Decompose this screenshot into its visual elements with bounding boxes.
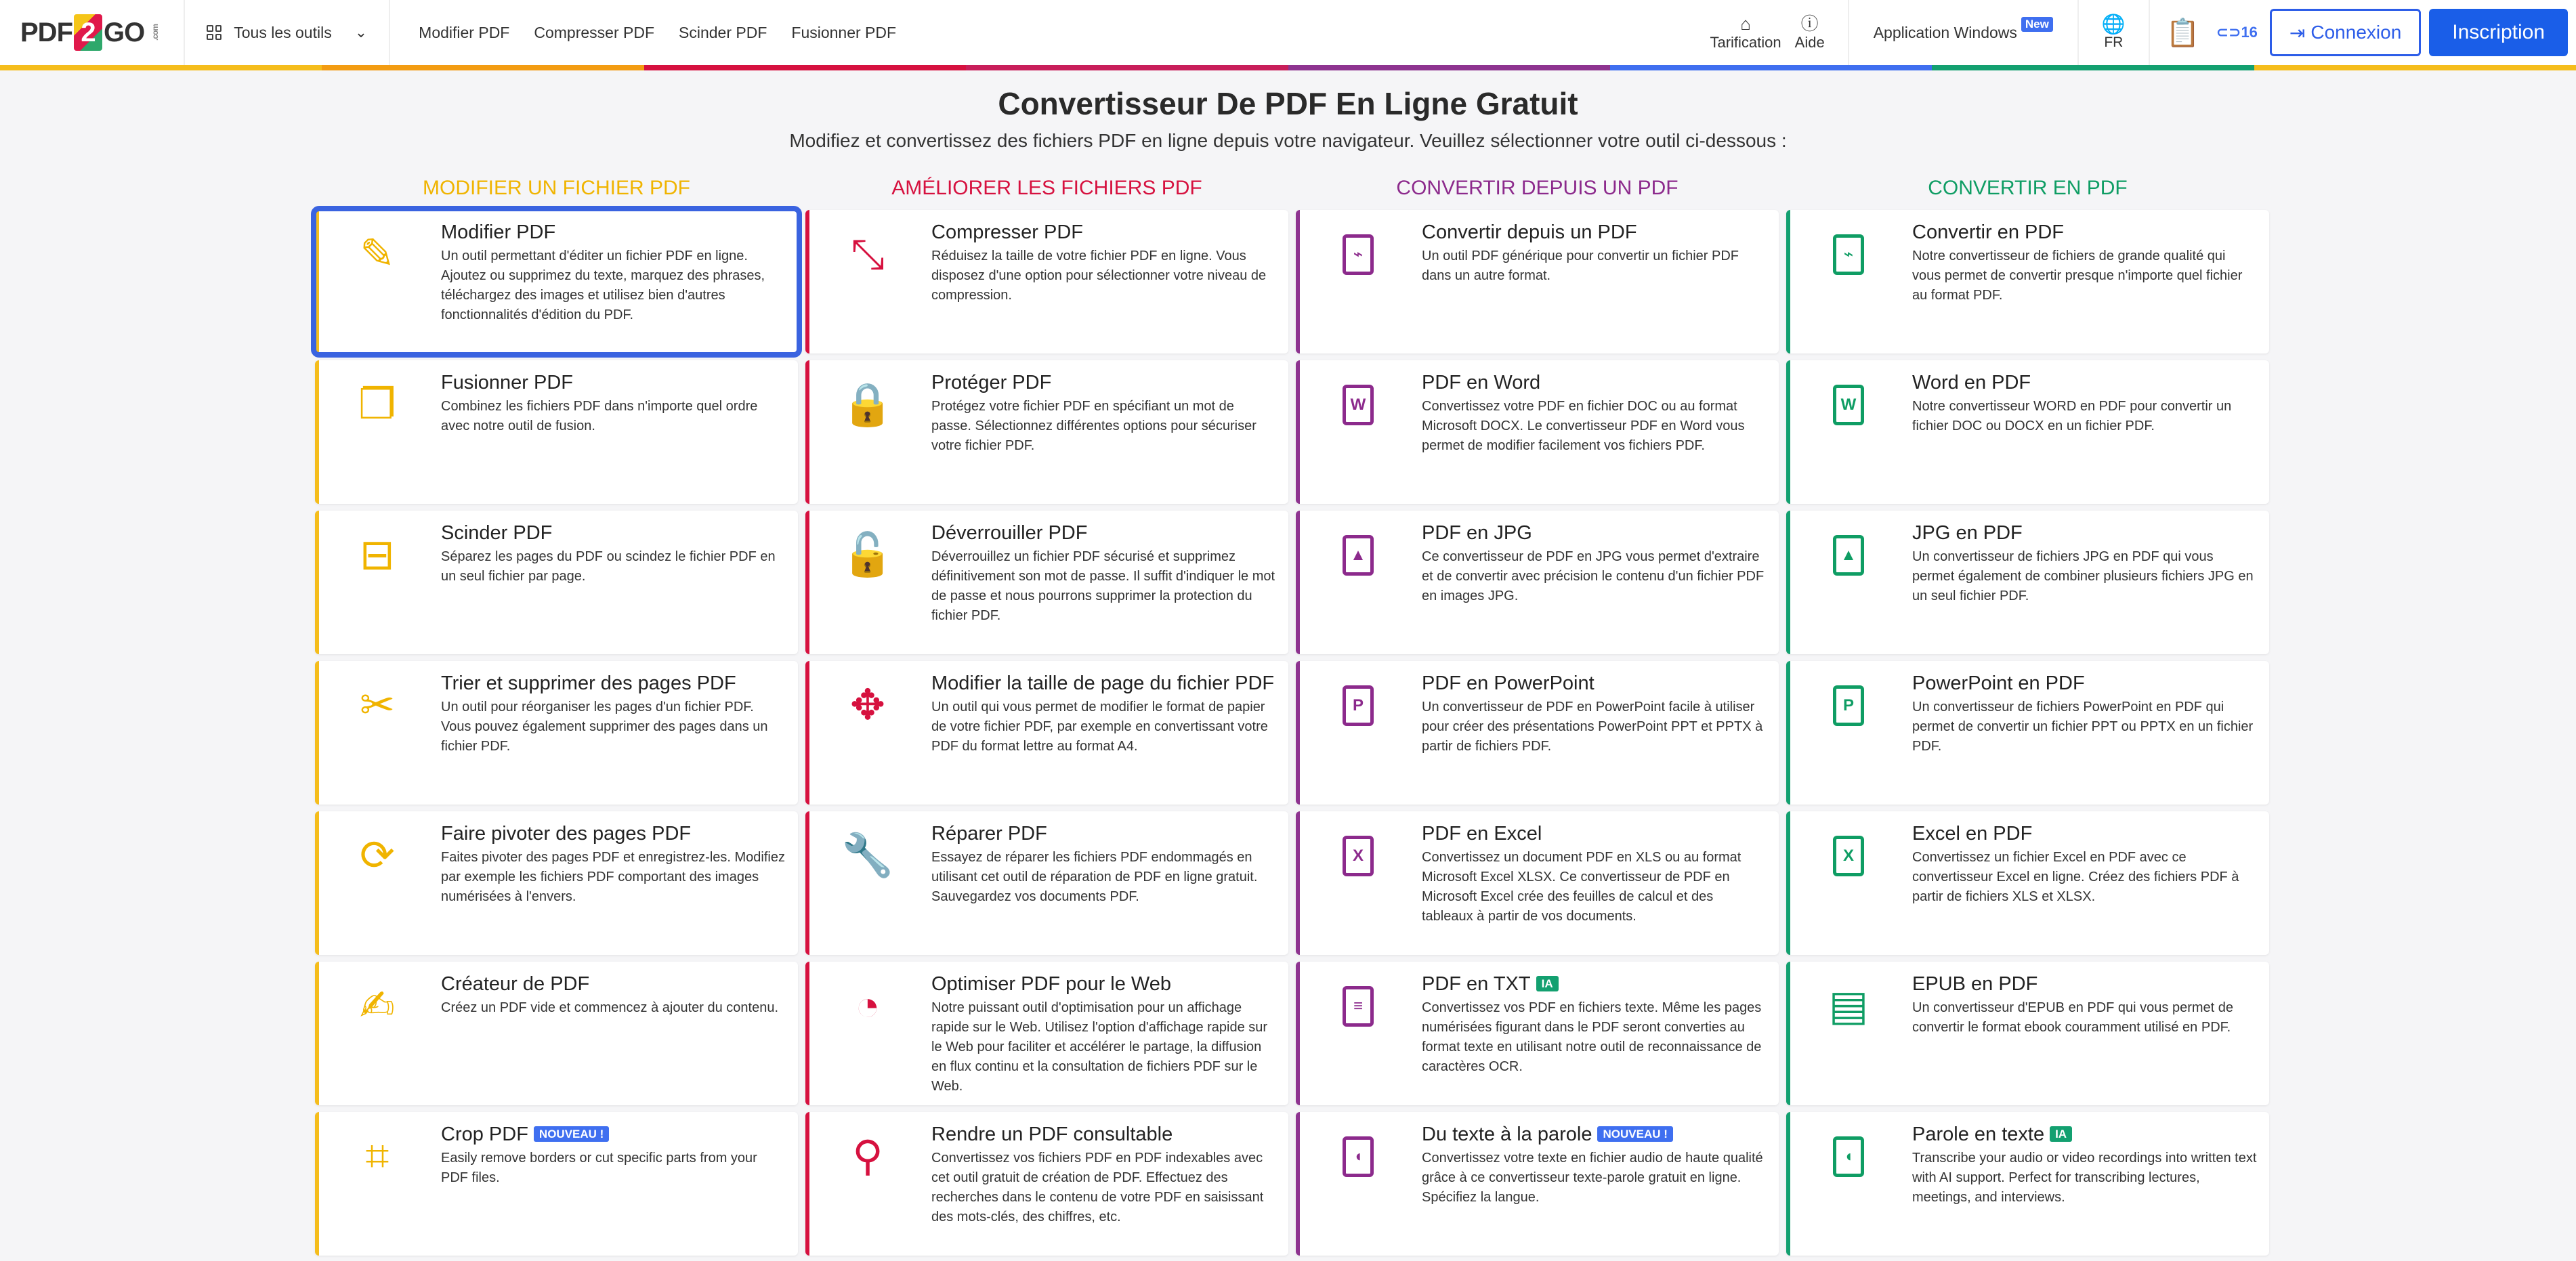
tool-description: Convertissez vos PDF en fichiers texte. Même les pages numérisées figurant dans le PDF seront converties au format texte en utilisant notre outil de reconnaissance de caractères OCR. xyxy=(1422,1000,1762,1074)
nav-link-scinder-pdf[interactable]: Scinder PDF xyxy=(679,23,767,41)
unlock-icon: 🔓 xyxy=(841,532,894,578)
tool-name xyxy=(441,822,786,845)
chevron-down-icon: ⌄ xyxy=(354,24,368,41)
image-file-icon xyxy=(1332,530,1384,581)
tool-name xyxy=(1912,822,2257,845)
tool-description: Convertissez votre texte en fichier audio de haute qualité grâce à ce convertisseur texte-parole gratuit en ligne. Spécifiez la langue. xyxy=(1422,1151,1763,1205)
help-link[interactable] xyxy=(1788,0,1848,65)
page-subtitle: Modifiez et convertissez des fichiers PDF en ligne depuis votre navigateur. Veuillez sélectionner votre outil ci-dessous : xyxy=(789,130,1787,151)
tool-card[interactable] xyxy=(315,1112,798,1256)
tool-card[interactable] xyxy=(805,962,1288,1105)
tool-name xyxy=(931,822,1276,845)
powerpoint-file-icon xyxy=(1332,680,1384,731)
split-icon: ⊟ xyxy=(360,532,395,578)
tool-card[interactable] xyxy=(1786,360,2269,504)
clipboard-history-icon[interactable]: 📋 xyxy=(2166,18,2200,48)
tool-card[interactable] xyxy=(805,360,1288,504)
top-navigation-bar xyxy=(0,0,2576,65)
audio-file-icon xyxy=(1332,1131,1384,1182)
tool-name xyxy=(931,371,1276,394)
tool-name xyxy=(1912,1123,2257,1146)
login-button[interactable] xyxy=(2270,9,2421,56)
tool-description: Protégez votre fichier PDF en spécifiant un mot de passe. Sélectionnez différentes options pour sécuriser votre fichier PDF. xyxy=(931,399,1257,453)
tool-name-text: Modifier PDF xyxy=(441,221,556,243)
tool-name-text: Scinder PDF xyxy=(441,522,553,544)
tool-name-text: Réparer PDF xyxy=(931,823,1047,845)
file-shape: ◖ xyxy=(1833,1136,1864,1177)
tool-card[interactable] xyxy=(1296,360,1779,504)
tool-card[interactable] xyxy=(805,210,1288,354)
tool-description: Faites pivoter des pages PDF et enregistrez-les. Modifiez par exemple les fichiers PDF comportant des images numérisées à l'envers. xyxy=(441,850,785,904)
file-shape: ◖ xyxy=(1343,1136,1374,1177)
tool-description: Réduisez la taille de votre fichier PDF en ligne. Vous disposez d'une option pour sélectionner votre niveau de compression. xyxy=(931,249,1267,303)
tool-name-text: EPUB en PDF xyxy=(1912,973,2038,995)
tool-description: Notre puissant outil d'optimisation pour un affichage rapide sur le Web. Utilisez l'option d'affichage rapide sur le Web pour faciliter et accélérer le partage, la diffusion en flux continu et la consultation de fichiers PDF sur le Web. xyxy=(931,1000,1268,1094)
tool-name-text: Faire pivoter des pages PDF xyxy=(441,823,692,845)
tool-name-text: PDF en TXT xyxy=(1422,973,1531,995)
all-tools-label: Tous les outils xyxy=(234,23,332,41)
column-title: AMÉLIORER LES FICHIERS PDF xyxy=(891,177,1202,199)
excel-file-icon xyxy=(1332,830,1384,882)
column-title: CONVERTIR EN PDF xyxy=(1928,177,2128,199)
tool-card[interactable] xyxy=(805,661,1288,805)
tool-name xyxy=(1912,221,2257,244)
tool-name-text: Parole en texte xyxy=(1912,1124,2045,1145)
tool-name-text: Word en PDF xyxy=(1912,372,2031,393)
tool-name xyxy=(931,521,1276,544)
tool-name xyxy=(1422,672,1767,695)
search-icon: ⚲ xyxy=(852,1133,883,1180)
tool-description: Un convertisseur de fichiers PowerPoint en PDF qui permet de convertir un fichier PPT ou PPTX en un fichier PDF. xyxy=(1912,700,2254,754)
tool-name xyxy=(441,1123,786,1146)
tool-name-text: JPG en PDF xyxy=(1912,522,2023,544)
book-icon: ▤ xyxy=(1828,983,1869,1029)
tool-description: Un outil qui vous permet de modifier le format de papier de votre fichier PDF, par exemple en convertissant votre PDF du format lettre au format A4. xyxy=(931,700,1268,754)
tool-description: Essayez de réparer les fichiers PDF endommagés en utilisant cet outil de réparation de PDF en ligne gratuit. Sauvegardez vos documents PDF. xyxy=(931,850,1258,904)
merge-icon: ❐ xyxy=(358,381,396,428)
tag-icon: ⌂ xyxy=(1740,14,1751,34)
tool-card[interactable] xyxy=(1296,811,1779,955)
pdf2go-logo[interactable] xyxy=(0,0,185,65)
tool-card[interactable] xyxy=(805,1112,1288,1256)
audio-file-icon xyxy=(1823,1131,1874,1182)
tool-name xyxy=(931,672,1276,695)
tool-name xyxy=(1422,371,1767,394)
signup-button[interactable]: Inscription xyxy=(2429,9,2568,56)
tool-description: Ce convertisseur de PDF en JPG vous permet d'extraire et de convertir avec précision le contenu d'un fichier PDF en images JPG. xyxy=(1422,549,1765,603)
login-label: Connexion xyxy=(2310,22,2402,43)
windows-app-link[interactable] xyxy=(1849,17,2077,42)
file-shape: ▲ xyxy=(1343,535,1374,576)
tool-name-text: Fusionner PDF xyxy=(441,372,574,393)
header-right xyxy=(1703,0,2576,65)
tool-name xyxy=(1912,521,2257,544)
tool-card[interactable] xyxy=(1786,962,2269,1105)
nav-link-modifier-pdf[interactable]: Modifier PDF xyxy=(419,23,510,41)
tool-card[interactable] xyxy=(1296,1112,1779,1256)
tool-name xyxy=(1912,371,2257,394)
tool-card[interactable] xyxy=(315,962,798,1105)
pricing-link[interactable] xyxy=(1703,0,1788,65)
tool-card[interactable] xyxy=(1296,511,1779,654)
tool-card[interactable] xyxy=(1296,210,1779,354)
tool-name-text: Convertir en PDF xyxy=(1912,221,2065,243)
tool-description: Déverrouillez un fichier PDF sécurisé et supprimez définitivement son mot de passe. Il suffit d'indiquer le mot de passe et nous pourrons supprimer la protection du fichier PDF. xyxy=(931,549,1275,623)
file-shape: ⌁ xyxy=(1343,234,1374,275)
credits-counter[interactable]: ⊂⊃16 xyxy=(2216,24,2258,41)
compress-icon: ⤡ xyxy=(851,231,885,278)
wrench-icon: 🔧 xyxy=(841,832,894,879)
pdf-file-icon xyxy=(1332,229,1384,280)
tool-card[interactable] xyxy=(1786,511,2269,654)
tool-description: Easily remove borders or cut specific parts from your PDF files. xyxy=(441,1151,757,1185)
tool-name xyxy=(441,672,786,695)
tool-description: Notre convertisseur de fichiers de grande qualité qui vous permet de convertir presque n'importe quel fichier au format PDF. xyxy=(1912,249,2243,303)
tool-description: Séparez les pages du PDF ou scindez le fichier PDF en un seul fichier par page. xyxy=(441,549,776,584)
word-file-icon xyxy=(1332,379,1384,431)
tool-column-yellow xyxy=(315,175,798,1261)
file-shape: W xyxy=(1833,385,1864,425)
tool-card[interactable] xyxy=(315,360,798,504)
grid-icon xyxy=(207,25,221,40)
tool-description: Convertissez un document PDF en XLS ou au format Microsoft Excel XLSX. Ce convertisseur de PDF en Microsoft Excel crée des feuilles de calcul et des tableaux à partir de vos documents. xyxy=(1422,850,1741,924)
tool-name-text: Optimiser PDF pour le Web xyxy=(931,973,1172,995)
pricing-label: Tarification xyxy=(1710,34,1781,51)
tool-description: Transcribe your audio or video recordings into written text with AI support. Perfect for transcribing lectures, meetings, and interviews. xyxy=(1912,1151,2257,1205)
rainbow-divider xyxy=(0,65,2576,70)
tool-name xyxy=(441,973,786,996)
tool-name-text: PDF en Word xyxy=(1422,372,1541,393)
globe-icon: 🌐 xyxy=(2101,14,2126,35)
tool-column-purple xyxy=(1296,175,1779,1261)
tool-description: Un convertisseur d'EPUB en PDF qui vous permet de convertir le format ebook couramment utilisé en PDF. xyxy=(1912,1000,2234,1035)
tool-column-green xyxy=(1786,175,2269,1261)
file-shape: X xyxy=(1343,836,1374,876)
file-shape: P xyxy=(1833,685,1864,726)
tool-description: Un convertisseur de PDF en PowerPoint facile à utiliser pour créer des présentations PowerPoint PPT et PPTX à partir de fichiers PDF. xyxy=(1422,700,1763,754)
tool-card[interactable] xyxy=(1786,210,2269,354)
tool-column-red xyxy=(805,175,1288,1261)
tool-name xyxy=(931,1123,1276,1146)
tool-name-text: PDF en Excel xyxy=(1422,823,1542,845)
tool-name xyxy=(441,521,786,544)
tool-card[interactable] xyxy=(315,210,798,354)
file-shape: P xyxy=(1343,685,1374,726)
tool-name-text: Modifier la taille de page du fichier PDF xyxy=(931,672,1275,694)
tool-name xyxy=(931,221,1276,244)
tool-description: Un outil PDF générique pour convertir un fichier PDF dans un autre format. xyxy=(1422,249,1739,283)
tool-name-text: Protéger PDF xyxy=(931,372,1052,393)
tool-name-text: Créateur de PDF xyxy=(441,973,590,995)
file-shape: ⌁ xyxy=(1833,234,1864,275)
tool-name xyxy=(1422,973,1767,996)
new-badge: New xyxy=(2021,17,2053,32)
tool-name-text: Crop PDF xyxy=(441,1124,528,1145)
create-icon: ✍ xyxy=(360,983,395,1029)
language-label: FR xyxy=(2104,35,2124,50)
tool-name-text: Convertir depuis un PDF xyxy=(1422,221,1637,243)
tool-card[interactable] xyxy=(1786,1112,2269,1256)
pdf-file-icon xyxy=(1823,229,1874,280)
all-tools-menu[interactable] xyxy=(185,0,390,65)
tool-description: Convertissez votre PDF en fichier DOC ou au format Microsoft DOCX. Le convertisseur PDF en Word vous permet de modifier facilement vos fichiers PDF. xyxy=(1422,399,1745,453)
excel-file-icon xyxy=(1823,830,1874,882)
tool-name xyxy=(1422,521,1767,544)
tool-description: Un outil pour réorganiser les pages d'un fichier PDF. Vous pouvez également supprimer des pages dans un fichier PDF. xyxy=(441,700,768,754)
nav-link-compresser-pdf[interactable]: Compresser PDF xyxy=(534,23,655,41)
tool-name-text: Compresser PDF xyxy=(931,221,1083,243)
crop-icon: ⌗ xyxy=(365,1133,389,1180)
tool-name-text: PowerPoint en PDF xyxy=(1912,672,2085,694)
word-file-icon xyxy=(1823,379,1874,431)
logo-text-suffix: .com xyxy=(150,24,161,41)
tool-card[interactable] xyxy=(315,811,798,955)
tool-name-text: PDF en PowerPoint xyxy=(1422,672,1595,694)
login-icon: ⇥ xyxy=(2289,22,2306,43)
rotate-icon: ⟳ xyxy=(360,832,395,879)
column-title: MODIFIER UN FICHIER PDF xyxy=(423,177,690,199)
powerpoint-file-icon xyxy=(1823,680,1874,731)
tool-card[interactable] xyxy=(315,511,798,654)
file-shape: W xyxy=(1343,385,1374,425)
tool-card[interactable] xyxy=(315,661,798,805)
file-shape: X xyxy=(1833,836,1864,876)
tool-card[interactable] xyxy=(805,511,1288,654)
tool-name xyxy=(1912,973,2257,996)
logo-text-mid: 2 xyxy=(74,14,102,51)
file-shape: ≡ xyxy=(1343,986,1374,1027)
resize-icon: ✥ xyxy=(850,682,885,729)
ai-badge: IA xyxy=(2050,1126,2072,1142)
tool-card[interactable] xyxy=(1786,811,2269,955)
credits-value: 16 xyxy=(2241,24,2258,41)
tool-name xyxy=(1422,1123,1767,1146)
tool-description: Un outil permettant d'éditer un fichier PDF en ligne. Ajoutez ou supprimez du texte, marquez des phrases, téléchargez des images et utilisez bien d'autres fonctionnalités d'édition du PDF. xyxy=(441,249,765,322)
windows-app-label: Application Windows xyxy=(1873,23,2017,41)
tool-card[interactable] xyxy=(805,811,1288,955)
tool-name xyxy=(1912,672,2257,695)
logo-text-post: GO xyxy=(104,17,145,47)
scissors-icon: ✂ xyxy=(360,682,395,729)
tool-name-text: Déverrouiller PDF xyxy=(931,522,1088,544)
column-title: CONVERTIR DEPUIS UN PDF xyxy=(1396,177,1678,199)
tool-description: Notre convertisseur WORD en PDF pour convertir un fichier DOC ou DOCX en un fichier PDF. xyxy=(1912,399,2232,433)
tool-name-text: PDF en JPG xyxy=(1422,522,1532,544)
text-file-icon xyxy=(1332,981,1384,1032)
tool-name-text: Excel en PDF xyxy=(1912,823,2033,845)
tool-description: Un convertisseur de fichiers JPG en PDF qui vous permet également de combiner plusieurs fichiers JPG en un seul fichier PDF. xyxy=(1912,549,2254,603)
new-badge: NOUVEAU ! xyxy=(1597,1126,1672,1142)
tool-card[interactable] xyxy=(1296,661,1779,805)
image-file-icon xyxy=(1823,530,1874,581)
tool-columns xyxy=(315,175,2268,1261)
tool-description: Convertissez vos fichiers PDF en PDF indexables avec cet outil gratuit de création de PDF. Effectuez des recherches dans le contenu de votre PDF en saisissant des mots-clés, des chiffres, etc. xyxy=(931,1151,1264,1224)
tool-name-text: Trier et supprimer des pages PDF xyxy=(441,672,736,694)
page-title: Convertisseur De PDF En Ligne Gratuit xyxy=(998,86,1578,121)
tool-name-text: Rendre un PDF consultable xyxy=(931,1124,1173,1145)
tool-name xyxy=(931,973,1276,996)
file-shape: ▲ xyxy=(1833,535,1864,576)
lock-icon: 🔒 xyxy=(841,381,894,428)
quick-nav xyxy=(390,24,896,42)
tool-card[interactable] xyxy=(1296,962,1779,1105)
edit-icon: ✎ xyxy=(360,231,395,278)
tool-card[interactable] xyxy=(1786,661,2269,805)
tool-name xyxy=(1422,221,1767,244)
tool-name xyxy=(1422,822,1767,845)
nav-link-fusionner-pdf[interactable]: Fusionner PDF xyxy=(791,23,897,41)
tool-description: Convertissez un fichier Excel en PDF avec ce convertisseur Excel en ligne. Créez des fichiers PDF à partir de fichiers XLS et XLSX. xyxy=(1912,850,2239,904)
tool-name xyxy=(441,221,786,244)
tool-name-text: Du texte à la parole xyxy=(1422,1124,1592,1145)
help-label: Aide xyxy=(1794,34,1825,51)
new-badge: NOUVEAU ! xyxy=(534,1126,609,1142)
tool-description: Combinez les fichiers PDF dans n'importe quel ordre avec notre outil de fusion. xyxy=(441,399,758,433)
help-icon: ⓘ xyxy=(1800,14,1819,34)
logo-text-pre: PDF xyxy=(20,17,72,47)
tool-description: Créez un PDF vide et commencez à ajouter du contenu. xyxy=(441,1000,779,1015)
gauge-icon: ◔ xyxy=(855,983,881,1029)
language-selector[interactable] xyxy=(2079,14,2149,51)
tool-name xyxy=(441,371,786,394)
ai-badge: IA xyxy=(1536,976,1559,991)
